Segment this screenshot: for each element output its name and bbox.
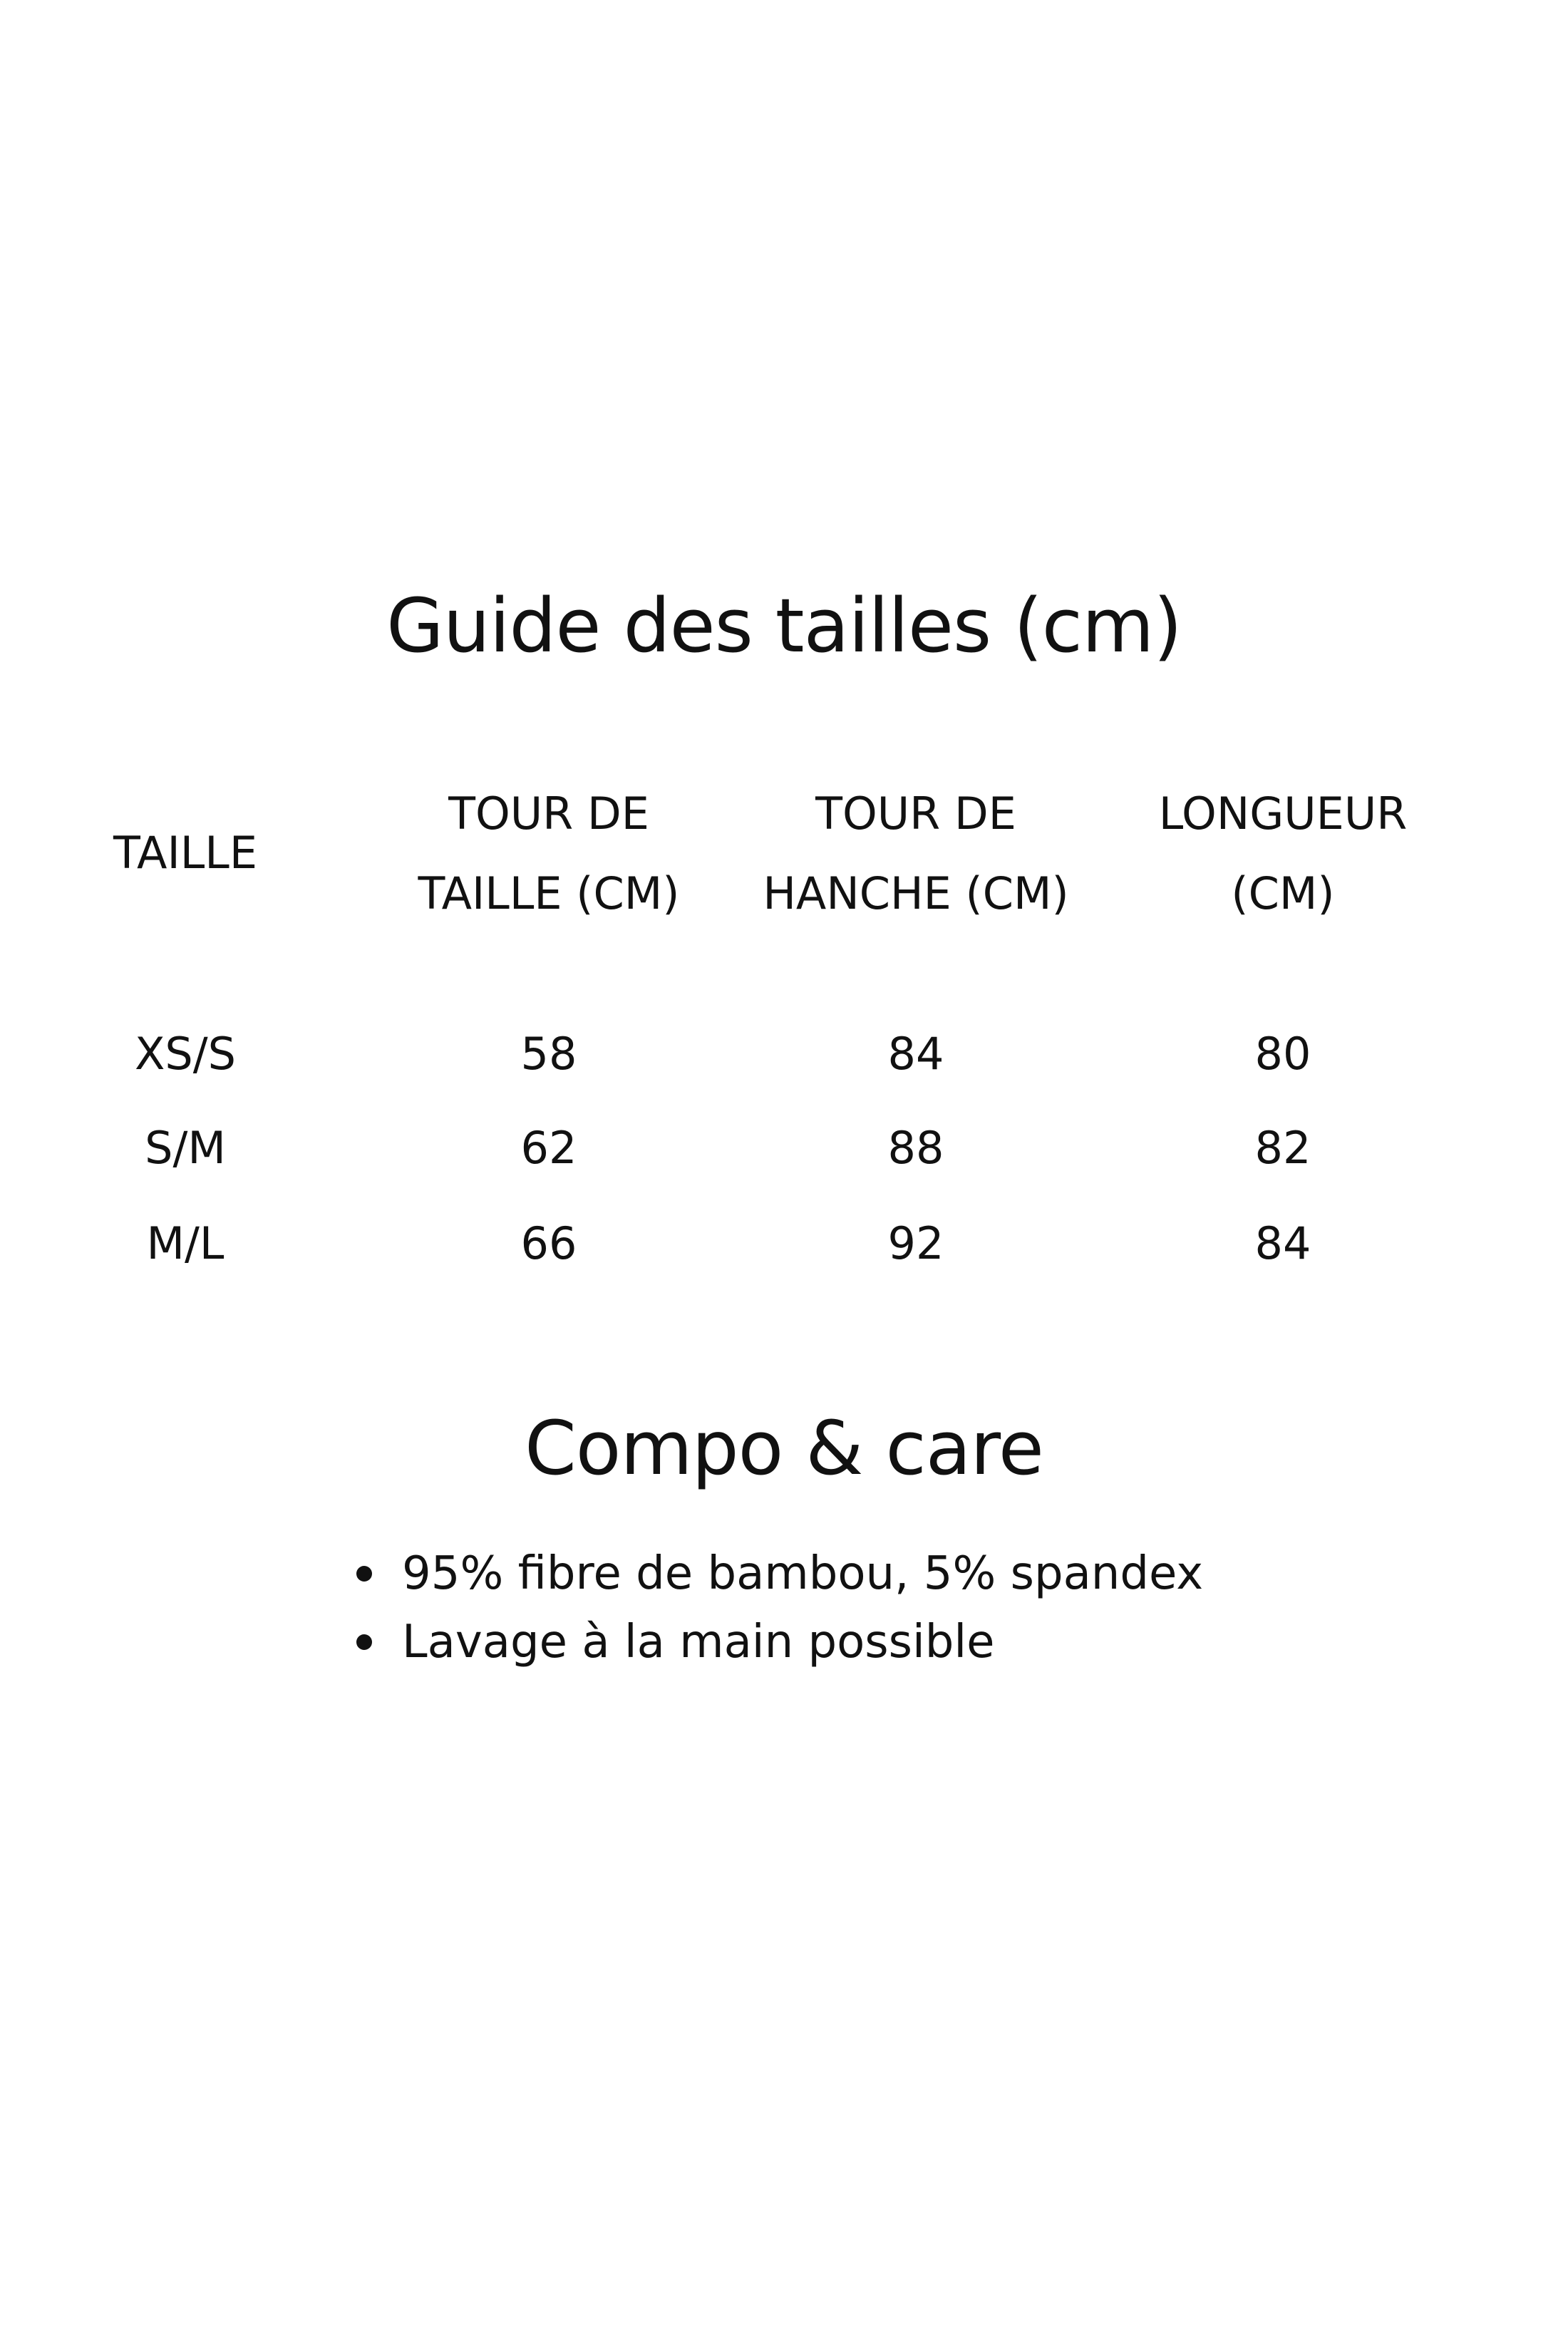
header-line: LONGUEUR — [1158, 788, 1408, 840]
header-longueur — [1119, 774, 1447, 934]
list-item-text: Lavage à la main possible — [402, 1616, 995, 1668]
list-item — [356, 1608, 1203, 1676]
header-line: TOUR DE — [448, 788, 649, 840]
bullet-icon — [356, 1634, 372, 1650]
cell-size: M/L — [146, 1217, 225, 1269]
header-tour-de-hanche — [752, 774, 1080, 934]
care-title: Compo & care — [525, 1405, 1043, 1492]
cell-length: 82 — [1254, 1122, 1311, 1174]
header-tour-de-taille — [385, 774, 713, 934]
cell-length: 84 — [1254, 1217, 1311, 1269]
cell-size: XS/S — [134, 1028, 237, 1080]
cell-size: S/M — [145, 1122, 226, 1174]
header-line: TOUR DE — [815, 788, 1016, 840]
list-item-text: 95% fibre de bambou, 5% spandex — [402, 1547, 1204, 1600]
cell-waist: 66 — [520, 1217, 577, 1269]
size-guide-title: Guide des tailles (cm) — [386, 582, 1182, 669]
cell-hip: 88 — [887, 1122, 944, 1174]
care-list — [356, 1539, 1203, 1676]
header-taille: TAILLE — [113, 827, 257, 879]
header-line: TAILLE (CM) — [418, 867, 680, 919]
cell-length: 80 — [1254, 1028, 1311, 1080]
cell-hip: 92 — [887, 1217, 944, 1269]
header-line: HANCHE (CM) — [763, 867, 1069, 919]
cell-waist: 62 — [520, 1122, 577, 1174]
bullet-icon — [356, 1566, 372, 1582]
cell-waist: 58 — [520, 1028, 577, 1080]
header-line: (CM) — [1231, 867, 1335, 919]
cell-hip: 84 — [887, 1028, 944, 1080]
list-item — [356, 1539, 1203, 1608]
